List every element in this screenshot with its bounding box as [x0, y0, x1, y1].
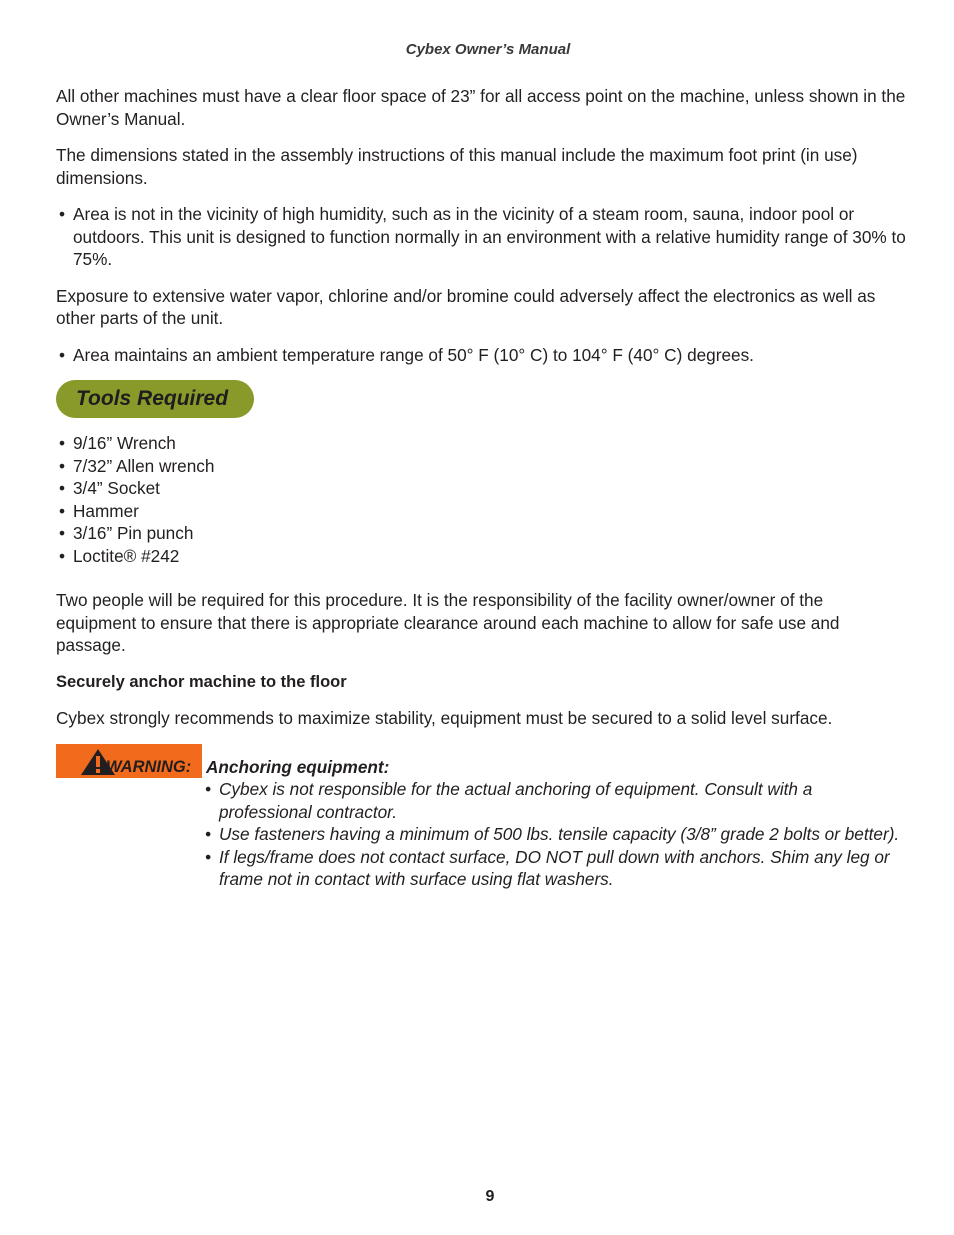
humidity-text: Area is not in the vicinity of high humidity, such as in the vicinity of a steam room, sauna, indoor pool or outdoors. This unit is designed to function normally in an environment with a relative humidity range of 30% to 75%.	[73, 204, 906, 269]
tool-name: 7/32” Allen wrench	[73, 455, 215, 476]
list-item: • If legs/frame does not contact surface, DO NOT pull down with anchors. Shim any leg or frame not in contact with surface using flat washers.	[205, 846, 890, 889]
warning-list	[206, 778, 906, 891]
list-item: • Hammer	[59, 500, 139, 521]
page-number: 9	[485, 1188, 495, 1205]
paragraph-exposure: Exposure to extensive water vapor, chlorine and/or bromine could adversely affect the electronics as well as other parts of the unit.	[56, 285, 876, 328]
warning-text: If legs/frame does not contact surface, DO NOT pull down with anchors. Shim any leg or frame not in contact with surface using flat washers.	[219, 846, 890, 889]
tool-name: Hammer	[73, 500, 139, 521]
paragraph-stability: Cybex strongly recommends to maximize stability, equipment must be secured to a solid level surface.	[56, 708, 833, 728]
list-item: • Use fasteners having a minimum of 500 lbs. tensile capacity (3/8” grade 2 bolts or better).	[205, 824, 900, 844]
list-item: • Loctite® #242	[59, 545, 180, 566]
tools-required-heading: Tools Required	[56, 380, 254, 418]
list-item: • Area maintains an ambient temperature range of 50° F (10° C) to 104° F (40° C) degrees.	[59, 344, 754, 365]
temperature-list	[56, 344, 906, 367]
page-content	[56, 85, 906, 905]
list-item: • 7/32” Allen wrench	[59, 455, 215, 476]
warning-text: Use fasteners having a minimum of 500 lbs. tensile capacity (3/8” grade 2 bolts or better).	[219, 824, 900, 844]
list-item: • 3/4” Socket	[59, 478, 160, 498]
warning-label: WARNING:	[106, 757, 192, 776]
paragraph-floor-space: All other machines must have a clear floor space of 23” for all access point on the machine, unless shown in the Owner’s Manual.	[56, 86, 906, 129]
tool-name: 3/16” Pin punch	[73, 523, 194, 543]
tool-name: 9/16” Wrench	[73, 433, 176, 453]
tool-name: Loctite® #242	[73, 545, 180, 566]
paragraph-two-people: Two people will be required for this procedure. It is the responsibility of the facility owner/owner of the equipment to ensure that there is appropriate clearance around each machine to allow for safe use and passage.	[56, 590, 840, 655]
warning-badge	[56, 744, 202, 778]
paragraph-dimensions: The dimensions stated in the assembly instructions of this manual include the maximum foot print (in use) dimensions.	[56, 145, 858, 188]
warning-text: Cybex is not responsible for the actual anchoring of equipment. Consult with a professional contractor.	[219, 779, 813, 822]
list-item: • Cybex is not responsible for the actual anchoring of equipment. Consult with a professional contractor.	[205, 779, 813, 822]
tools-list	[56, 432, 906, 567]
list-item: • 3/16” Pin punch	[59, 523, 194, 543]
warning-title: Anchoring equipment:	[206, 756, 390, 777]
temperature-text: Area maintains an ambient temperature range of 50° F (10° C) to 104° F (40° C) degrees.	[73, 344, 754, 365]
humidity-list	[56, 203, 906, 271]
list-item: • 9/16” Wrench	[59, 433, 176, 453]
running-header: Cybex Owner’s Manual	[405, 41, 571, 58]
warning-block	[56, 744, 906, 891]
tool-name: 3/4” Socket	[73, 478, 160, 498]
warning-body	[206, 744, 906, 891]
list-item: • Area is not in the vicinity of high humidity, such as in the vicinity of a steam room, sauna, indoor pool or outdoors. This unit is designed to function normally in an environment with a relative humidity range of 30% to 75%.	[59, 204, 906, 269]
anchor-section-heading: Securely anchor machine to the floor	[56, 672, 347, 691]
